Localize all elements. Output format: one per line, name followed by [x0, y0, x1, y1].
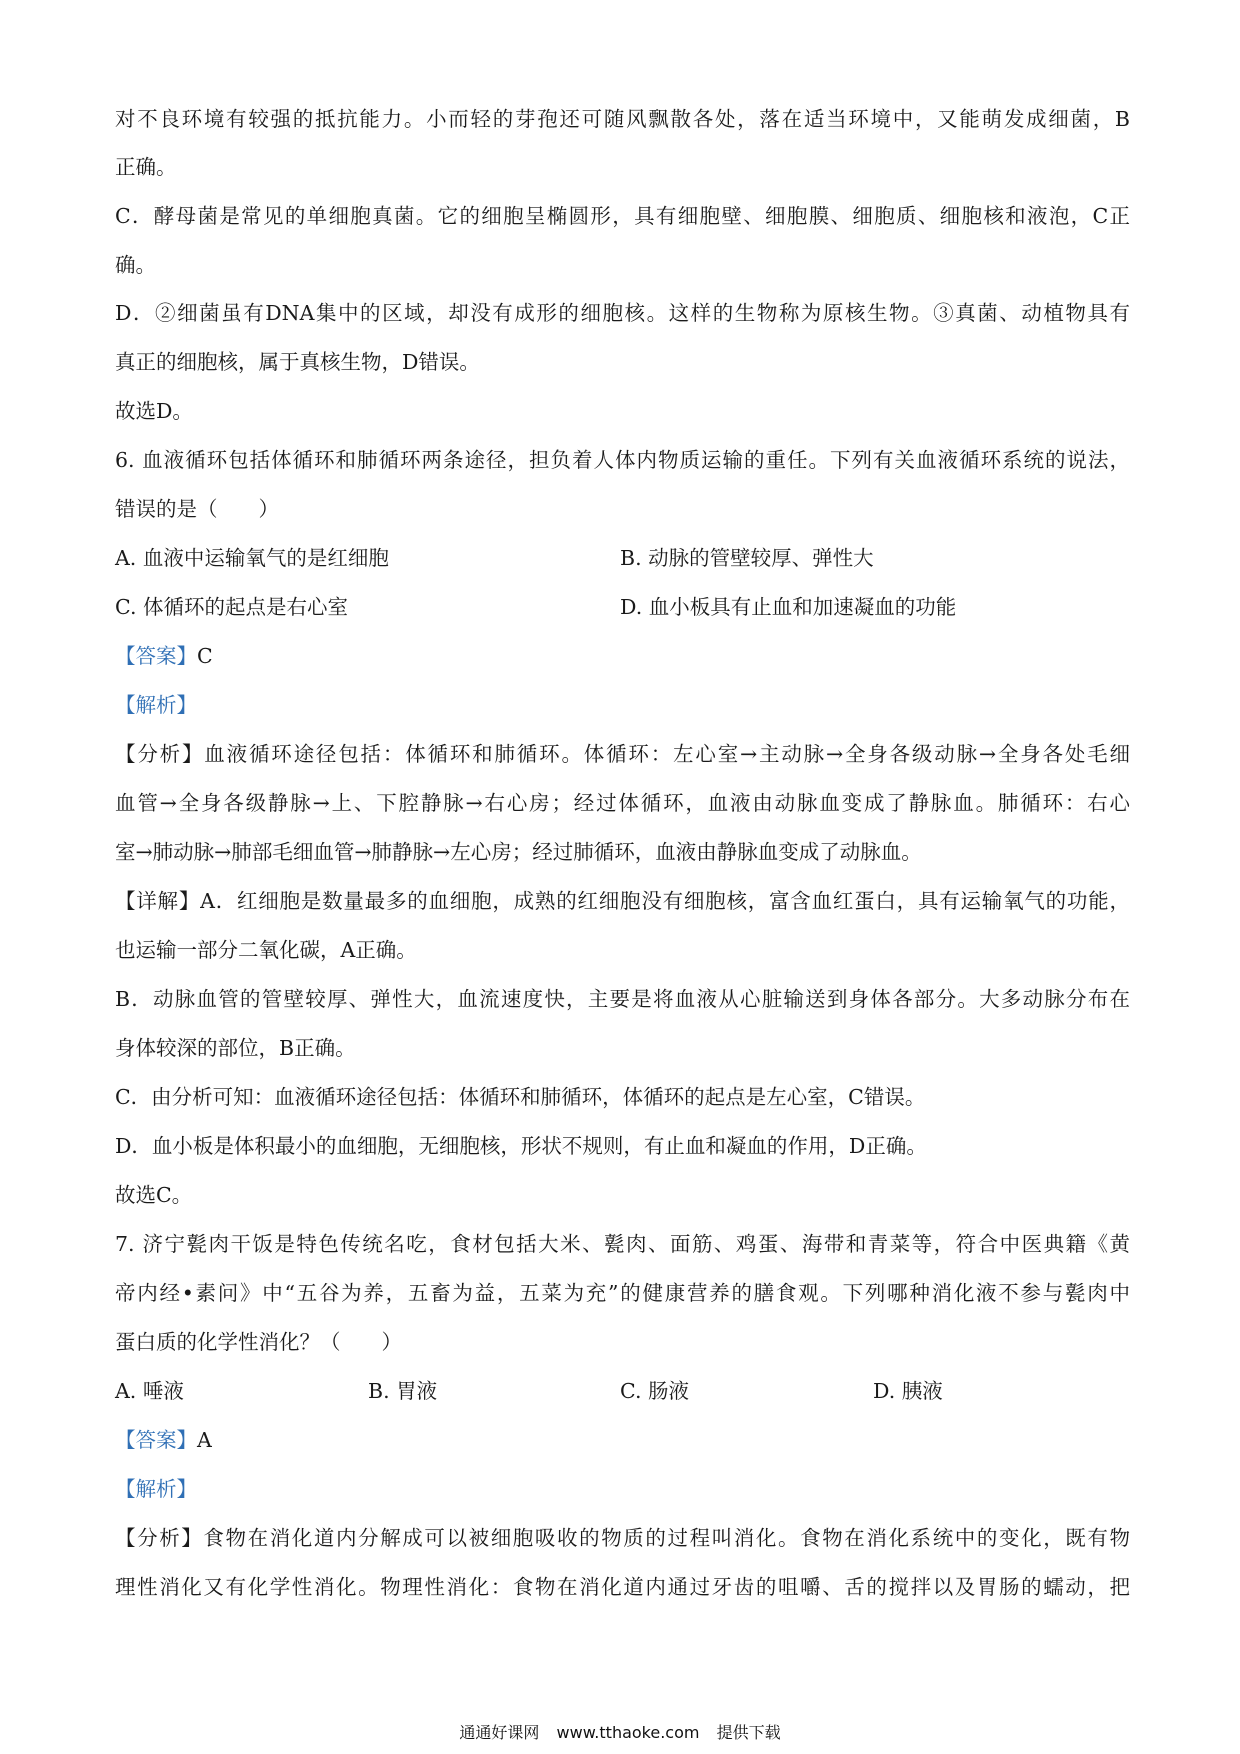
detail-line: C．由分析可知：血液循环途径包括：体循环和肺循环，体循环的起点是左心室，C错误。 [115, 1085, 926, 1109]
q7-analysis-tag [115, 1474, 1130, 1504]
question-7-stem: 帝内经•素问》中“五谷为养，五畜为益，五菜为充”的健康营养的膳食观。下列哪种消化液不参与甏肉中 [115, 1281, 1130, 1305]
q7-answer [115, 1425, 1130, 1455]
analysis-line: 血管→全身各级静脉→上、下腔静脉→右心房；经过体循环，血液由动脉血变成了静脉血。肺循环：右心 [115, 791, 1130, 815]
q6-answer [115, 641, 1130, 671]
q6-option-d: D. 血小板具有止血和加速凝血的功能 [620, 595, 957, 619]
text-line: 对不良环境有较强的抵抗能力。小而轻的芽孢还可随风飘散各处，落在适当环境中，又能萌发成细菌，B [115, 107, 1130, 131]
q6-option-a: A. 血液中运输氧气的是红细胞 [115, 546, 389, 570]
footer-note: 提供下载 [716, 1723, 781, 1742]
q6-option-b: B. 动脉的管壁较厚、弹性大 [620, 546, 874, 570]
analysis-label: 【分析】 [115, 1526, 204, 1550]
analysis-text: 血液循环途径包括：体循环和肺循环。体循环：左心室→主动脉→全身各级动脉→全身各处毛细 [204, 742, 1131, 766]
detail-line: 身体较深的部位，B正确。 [115, 1036, 356, 1060]
answer-value: A [197, 1428, 212, 1452]
q7-option-a: A. 唾液 [115, 1379, 184, 1403]
q7-option-c: C. 肠液 [620, 1379, 689, 1403]
analysis-tag: 【解析】 [115, 1477, 197, 1501]
text-line: C．酵母菌是常见的单细胞真菌。它的细胞呈椭圆形，具有细胞壁、细胞膜、细胞质、细胞核和液泡，C正 [115, 204, 1130, 228]
footer-url[interactable]: www.tthaoke.com [556, 1723, 700, 1742]
analysis-label: 【分析】 [115, 742, 205, 766]
detail-line: B．动脉血管的管壁较厚、弹性大，血流速度快，主要是将血液从心脏输送到身体各部分。大多动脉分布在 [115, 987, 1130, 1011]
detail-line: 故选C。 [115, 1183, 193, 1207]
text-line: 确。 [115, 253, 156, 277]
q6-analysis-tag [115, 690, 1130, 720]
q6-option-c: C. 体循环的起点是右心室 [115, 595, 348, 619]
text-line: 故选D。 [115, 399, 193, 423]
detail-line: 也运输一部分二氧化碳，A正确。 [115, 938, 417, 962]
question-7-stem: 7. 济宁甏肉干饭是特色传统名吃，食材包括大米、甏肉、面筋、鸡蛋、海带和青菜等，符合中医典籍《黄 [115, 1232, 1130, 1256]
page-footer [0, 1722, 1240, 1744]
footer-site-name: 通通好课网 [459, 1723, 540, 1742]
detail-line [115, 886, 1130, 916]
analysis-text: 食物在消化道内分解成可以被细胞吸收的物质的过程叫消化。食物在消化系统中的变化，既有物 [203, 1526, 1131, 1550]
text-line: 正确。 [115, 155, 177, 179]
answer-tag: 【答案】 [115, 1428, 197, 1452]
answer-value: C [197, 644, 213, 668]
analysis-tag: 【解析】 [115, 693, 197, 717]
analysis-line: 室→肺动脉→肺部毛细血管→肺静脉→左心房；经过肺循环，血液由静脉血变成了动脉血。 [115, 840, 922, 864]
q7-option-b: B. 胃液 [368, 1379, 438, 1403]
question-6-stem: 6. 血液循环包括体循环和肺循环两条途径，担负着人体内物质运输的重任。下列有关血液循环系统的说法， [115, 448, 1130, 472]
text-line: D．②细菌虽有DNA集中的区域，却没有成形的细胞核。这样的生物称为原核生物。③真菌、动植物具有 [115, 301, 1130, 325]
detail-label: 【详解】 [115, 889, 201, 913]
answer-tag: 【答案】 [115, 644, 197, 668]
question-7-stem: 蛋白质的化学性消化？（ ） [115, 1330, 402, 1354]
detail-line: D．血小板是体积最小的血细胞，无细胞核，形状不规则，有止血和凝血的作用，D正确。 [115, 1134, 927, 1158]
q7-option-d: D. 胰液 [873, 1379, 943, 1403]
analysis-line [115, 1523, 1130, 1553]
text-line: 真正的细胞核，属于真核生物，D错误。 [115, 350, 480, 374]
question-6-stem: 错误的是（ ） [115, 497, 279, 521]
analysis-line: 理性消化又有化学性消化。物理性消化：食物在消化道内通过牙齿的咀嚼、舌的搅拌以及胃肠的蠕动，把 [115, 1575, 1130, 1599]
detail-text: A．红细胞是数量最多的血细胞，成熟的红细胞没有细胞核，富含血红蛋白，具有运输氧气的功能， [200, 889, 1130, 913]
analysis-line [115, 739, 1130, 769]
